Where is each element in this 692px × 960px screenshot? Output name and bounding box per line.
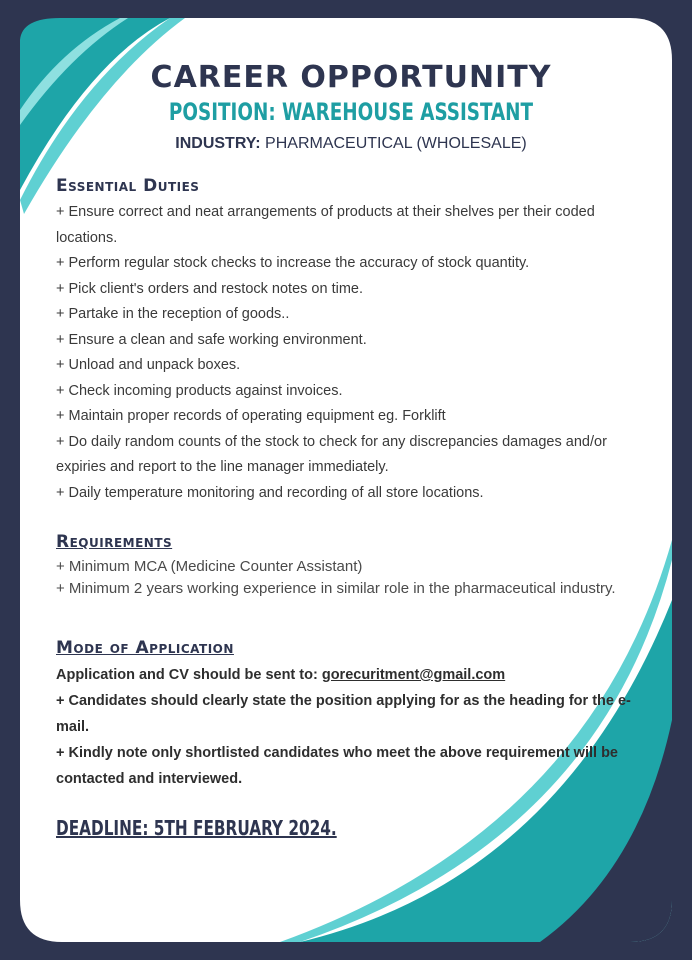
list-item: + Ensure a clean and safe working environment. bbox=[56, 331, 367, 348]
industry-line bbox=[56, 134, 646, 154]
list-item: + Pick client's orders and restock notes on time. bbox=[56, 280, 364, 297]
list-item: + Do daily random counts of the stock to check for any discrepancies damages and/or expiries and report to the line manager immediately. bbox=[56, 433, 607, 475]
list-item: + Daily temperature monitoring and recording of all store locations. bbox=[56, 484, 484, 501]
flyer-content bbox=[56, 60, 646, 840]
industry-value: PHARMACEUTICAL (WHOLESALE) bbox=[265, 135, 527, 152]
list-item: + Partake in the reception of goods.. bbox=[56, 306, 290, 322]
list-item: + Maintain proper records of operating equipment eg. Forklift bbox=[56, 408, 446, 424]
requirements-list bbox=[56, 556, 646, 600]
industry-label: INDUSTRY: bbox=[175, 135, 261, 152]
application-intro-line bbox=[56, 662, 646, 688]
list-item: + Minimum 2 years working experience in similar role in the pharmaceutical industry. bbox=[56, 580, 616, 597]
application-intro: Application and CV should be sent to: bbox=[56, 667, 318, 683]
list-item: + Check incoming products against invoices. bbox=[56, 382, 343, 399]
requirements-heading: Requirements bbox=[56, 532, 173, 552]
list-item: + Kindly note only shortlisted candidates who meet the above requirement will be contacted and interviewed. bbox=[56, 745, 618, 787]
list-item: + Candidates should clearly state the position applying for as the heading for the e-mail. bbox=[56, 693, 631, 735]
list-item: + Perform regular stock checks to increase the accuracy of stock quantity. bbox=[56, 255, 530, 271]
application-list bbox=[56, 662, 646, 792]
page-title: CAREER OPPORTUNITY bbox=[150, 60, 552, 95]
deadline: DEADLINE: 5TH FEBRUARY 2024. bbox=[56, 816, 337, 840]
list-item: + Ensure correct and neat arrangements of products at their shelves per their coded locations. bbox=[56, 204, 595, 246]
application-heading: Mode of Application bbox=[56, 638, 234, 658]
email-link[interactable]: gorecuritment@gmail.com bbox=[321, 667, 506, 683]
list-item: + Minimum MCA (Medicine Counter Assistant) bbox=[56, 558, 363, 575]
duties-heading: Essential Duties bbox=[56, 176, 200, 196]
list-item: + Unload and unpack boxes. bbox=[56, 357, 241, 373]
duties-list bbox=[56, 200, 646, 506]
position-title: POSITION: WAREHOUSE ASSISTANT bbox=[168, 98, 534, 126]
